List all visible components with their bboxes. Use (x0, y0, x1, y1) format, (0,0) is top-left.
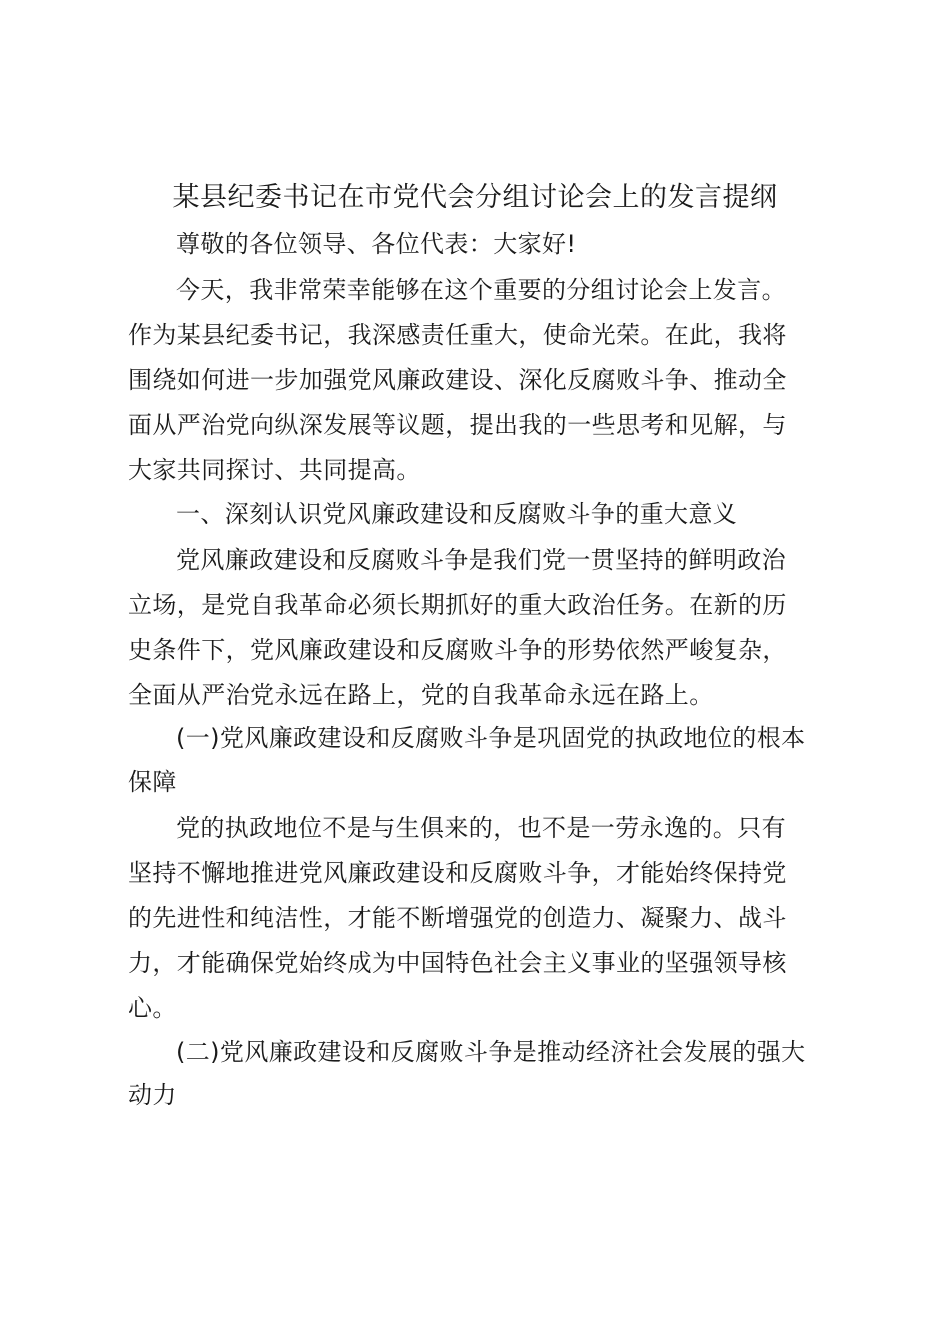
sub1-line-3: 的先进性和纯洁性，才能不断增强党的创造力、凝聚力、战斗 (128, 904, 787, 932)
intro-line-4: 面从严治党向纵深发展等议题，提出我的一些思考和见解，与 (128, 411, 787, 439)
intro-line-5: 大家共同探讨、共同提高。 (128, 456, 421, 484)
section1-line-2: 立场，是党自我革命必须长期抓好的重大政治任务。在新的历 (128, 591, 787, 619)
intro-line-2: 作为某县纪委书记，我深感责任重大，使命光荣。在此，我将 (128, 321, 787, 349)
sub1-line-2: 坚持不懈地推进党风廉政建设和反腐败斗争，才能始终保持党 (128, 859, 787, 887)
subsection-heading-1-line-2: 保障 (128, 768, 177, 796)
section-heading-1: 一、深刻认识党风廉政建设和反腐败斗争的重大意义 (176, 500, 738, 528)
greeting: 尊敬的各位领导、各位代表：大家好! (176, 230, 577, 258)
subsection-heading-2-line-2: 动力 (128, 1081, 177, 1109)
section1-line-1: 党风廉政建设和反腐败斗争是我们党一贯坚持的鲜明政治 (176, 546, 786, 574)
subsection-heading-1-line-1: (一)党风廉政建设和反腐败斗争是巩固党的执政地位的根本 (176, 724, 806, 752)
subsection-heading-2-line-1: (二)党风廉政建设和反腐败斗争是推动经济社会发展的强大 (176, 1038, 806, 1066)
section1-line-4: 全面从严治党永远在路上，党的自我革命永远在路上。 (128, 681, 714, 709)
intro-line-3: 围绕如何进一步加强党风廉政建设、深化反腐败斗争、推动全 (128, 366, 787, 394)
sub1-line-1: 党的执政地位不是与生俱来的，也不是一劳永逸的。只有 (176, 814, 786, 842)
document-title: 某县纪委书记在市党代会分组讨论会上的发言提纲 (172, 182, 778, 213)
intro-line-1: 今天，我非常荣幸能够在这个重要的分组讨论会上发言。 (176, 276, 786, 304)
sub1-line-5: 心。 (128, 994, 177, 1022)
sub1-line-4: 力，才能确保党始终成为中国特色社会主义事业的坚强领导核 (128, 949, 787, 977)
section1-line-3: 史条件下，党风廉政建设和反腐败斗争的形势依然严峻复杂， (128, 636, 787, 664)
